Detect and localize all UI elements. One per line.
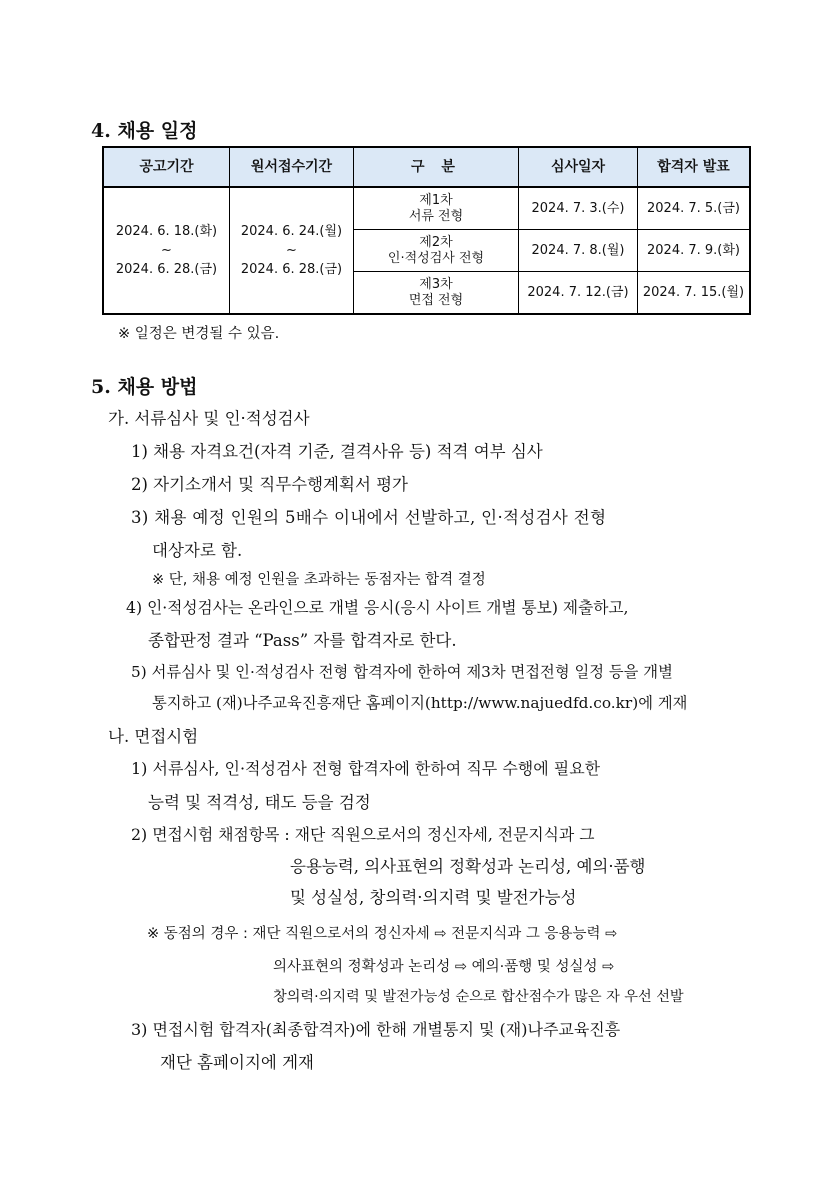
- na-item-2-line-1: 2) 면접시험 채점항목 : 재단 직원으로서의 정신자세, 전문지식과 그: [131, 825, 595, 844]
- table-header-row: [103, 147, 750, 187]
- header-review-date: 심사일자: [519, 147, 638, 187]
- ga-item-5-line-1: 5) 서류심사 및 인·적성검사 전형 합격자에 한하여 제3차 면접전형 일정 등을 개별: [131, 663, 673, 681]
- ga-item-5-line-2: 통지하고 (재)나주교육진흥재단 홈페이지(http://www.najuedfd.co.kr)에 게재: [152, 694, 688, 712]
- ga-item-3-note: ※ 단, 채용 예정 인원을 초과하는 동점자는 합격 결정: [152, 572, 486, 588]
- ga-item-3-line-2: 대상자로 함.: [152, 541, 243, 560]
- subsection-ga-title: 가. 서류심사 및 인·적성검사: [108, 409, 310, 428]
- ga-item-2: 2) 자기소개서 및 직무수행계획서 평가: [131, 475, 408, 494]
- apply-period-start: 2024. 6. 24.(월): [240, 223, 343, 239]
- stage-type: 면접 전형: [408, 292, 464, 308]
- na-item-1-line-2: 능력 및 적격성, 태도 등을 검정: [148, 793, 371, 812]
- na-item-2-line-2: 응용능력, 의사표현의 정확성과 논리성, 예의·품행: [290, 857, 646, 876]
- header-category: 구 분: [354, 147, 519, 187]
- apply-period-cell: [230, 187, 354, 314]
- review-date-cell: 2024. 7. 8.(월): [519, 230, 638, 272]
- na-item-3-line-2: 재단 홈페이지에 게재: [160, 1053, 314, 1072]
- na-item-1-line-1: 1) 서류심사, 인·적성검사 전형 합격자에 한하여 직무 수행에 필요한: [131, 759, 601, 778]
- apply-period-end: 2024. 6. 28.(금): [240, 261, 343, 277]
- notice-period-start: 2024. 6. 18.(화): [115, 223, 218, 239]
- apply-period-tilde: ~: [286, 242, 297, 258]
- notice-period-cell: [103, 187, 230, 314]
- na-tie-rule-line-3: 창의력·의지력 및 발전가능성 순으로 합산점수가 많은 자 우선 선발: [273, 989, 684, 1005]
- ga-item-4-line-1: 4) 인·적성검사는 온라인으로 개별 응시(응시 사이트 개별 통보) 제출하고,: [126, 598, 629, 617]
- notice-period-end: 2024. 6. 28.(금): [115, 261, 218, 277]
- review-date-cell: 2024. 7. 3.(수): [519, 187, 638, 230]
- stage-number: 제2차: [419, 234, 453, 250]
- stage-cell: [354, 272, 519, 315]
- schedule-note: ※ 일정은 변경될 수 있음.: [118, 326, 280, 342]
- section-5-title: 5. 채용 방법: [91, 376, 198, 398]
- header-apply-period: 원서접수기간: [230, 147, 354, 187]
- stage-cell: [354, 230, 519, 272]
- stage-number: 제3차: [419, 276, 453, 292]
- na-item-2-line-3: 및 성실성, 창의력·의지력 및 발전가능성: [290, 888, 577, 907]
- result-date-cell: 2024. 7. 9.(화): [638, 230, 751, 272]
- notice-period-tilde: ~: [161, 242, 172, 258]
- stage-type: 서류 전형: [408, 208, 464, 224]
- schedule-table: [102, 146, 751, 315]
- review-date-cell: 2024. 7. 12.(금): [519, 272, 638, 315]
- na-tie-rule-line-2: 의사표현의 정확성과 논리성 ⇨ 예의·품행 및 성실성 ⇨: [273, 959, 615, 975]
- ga-item-4-line-2: 종합판정 결과 “Pass” 자를 합격자로 한다.: [148, 631, 457, 650]
- stage-cell: [354, 187, 519, 230]
- na-item-3-line-1: 3) 면접시험 합격자(최종합격자)에 한해 개별통지 및 (재)나주교육진흥: [131, 1020, 621, 1039]
- table-row: [103, 187, 750, 230]
- ga-item-1: 1) 채용 자격요건(자격 기준, 결격사유 등) 적격 여부 심사: [131, 442, 543, 461]
- na-tie-rule-line-1: ※ 동점의 경우 : 재단 직원으로서의 정신자세 ⇨ 전문지식과 그 응용능력 ⇨: [147, 926, 618, 942]
- stage-number: 제1차: [419, 192, 453, 208]
- header-notice-period: 공고기간: [103, 147, 230, 187]
- header-result-date: 합격자 발표: [638, 147, 751, 187]
- section-4-title: 4. 채용 일정: [91, 120, 198, 142]
- result-date-cell: 2024. 7. 15.(월): [638, 272, 751, 315]
- ga-item-3-line-1: 3) 채용 예정 인원의 5배수 이내에서 선발하고, 인·적성검사 전형: [131, 508, 607, 527]
- result-date-cell: 2024. 7. 5.(금): [638, 187, 751, 230]
- stage-type: 인·적성검사 전형: [387, 250, 485, 266]
- subsection-na-title: 나. 면접시험: [108, 727, 199, 746]
